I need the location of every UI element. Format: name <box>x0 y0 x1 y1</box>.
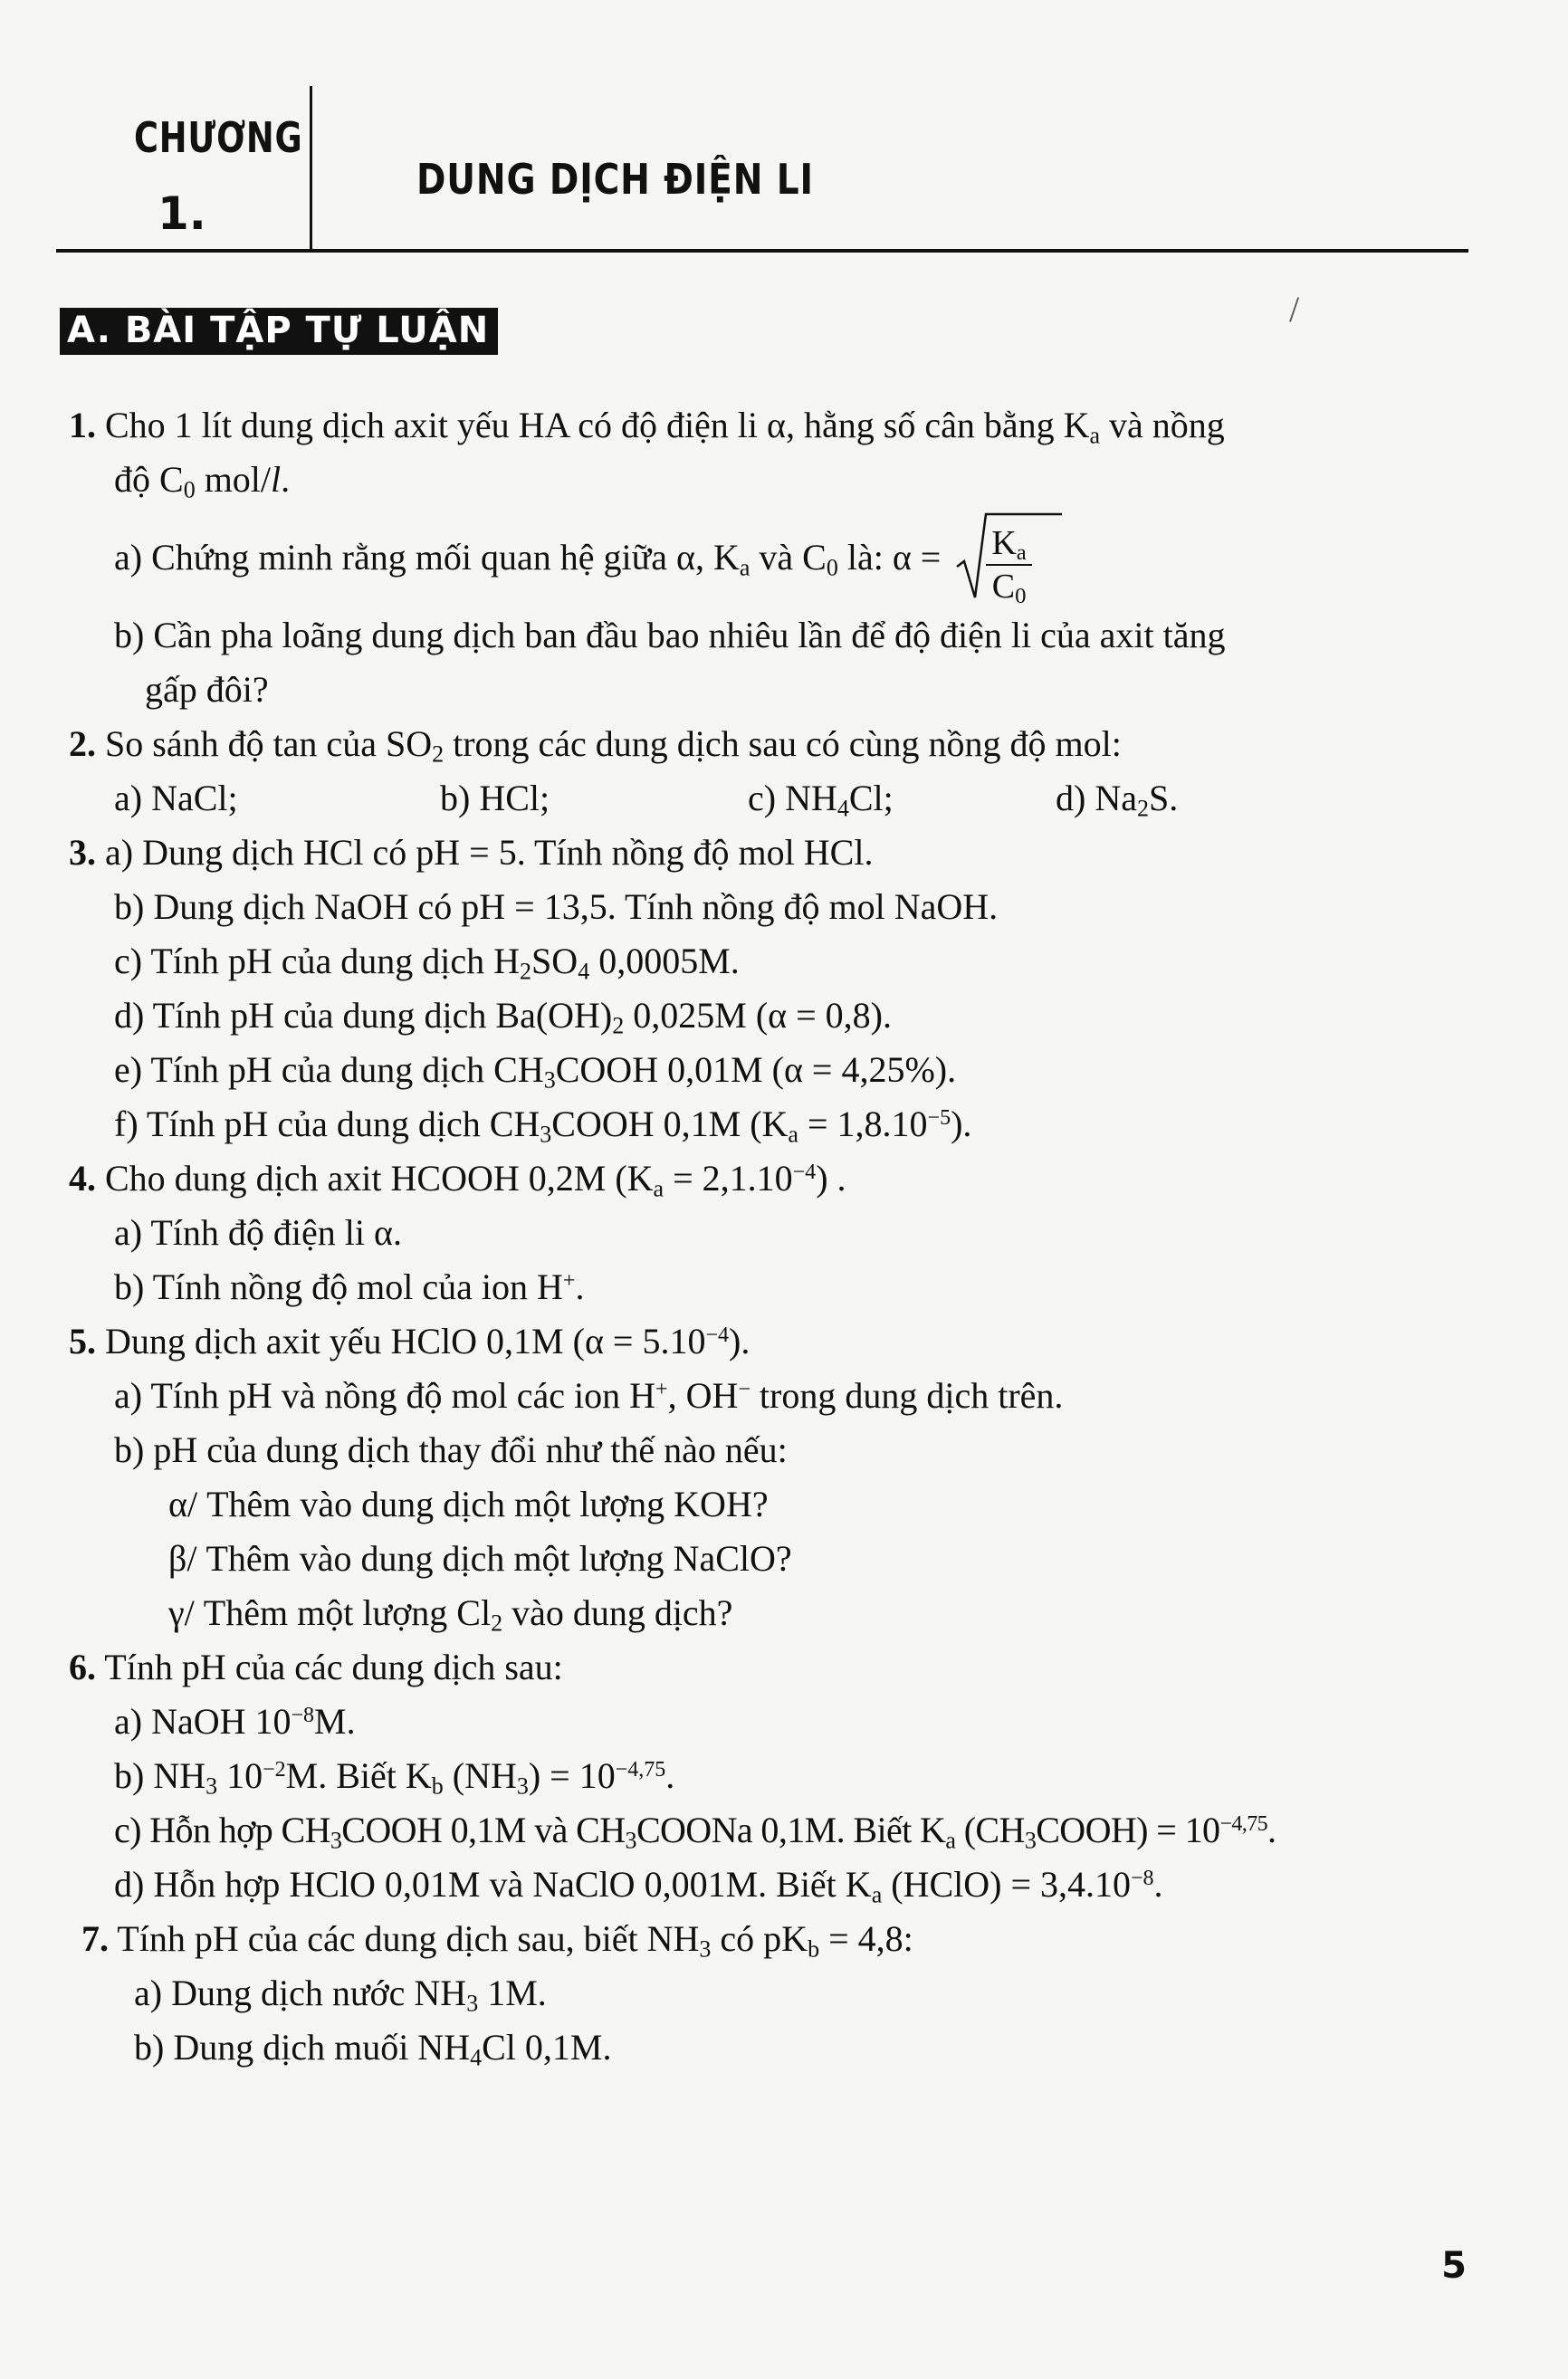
question-number: 7. <box>81 1918 109 1959</box>
header-rule <box>56 249 1468 253</box>
question-5b-gamma: γ/ Thêm một lượng $Cl_2$ vào dung dịch? <box>168 1592 733 1637</box>
question-3e: e) Tính pH của dung dịch $CH_3COOH$ 0,01M (α = 4,25%). <box>114 1049 957 1094</box>
question-5b-beta: β/ Thêm vào dung dịch một lượng NaClO? <box>168 1538 792 1579</box>
chapter-number: 1. <box>158 187 206 240</box>
question-number: 5. <box>69 1321 96 1361</box>
fraction-numerator: $K_a$ <box>986 522 1031 566</box>
option-d: d) $Na_2S$. <box>1056 778 1179 822</box>
exercise-list <box>69 398 1477 2075</box>
page-number: 5 <box>1441 2245 1467 2287</box>
question-number: 1. <box>69 405 96 445</box>
question-7: 7. Tính pH của các dung dịch sau, biết $NH_3$ có $pK_b = 4,8$: <box>81 1918 913 1963</box>
question-7a: a) Dung dịch nước $NH_3$ 1M. <box>134 1973 547 2017</box>
question-number: 2. <box>69 723 96 764</box>
header-divider-vertical <box>310 86 312 249</box>
section-title: A. BÀI TẬP TỰ LUẬN <box>60 308 498 355</box>
question-number: 3. <box>69 832 96 873</box>
question-6b: b) $NH_3$ $10^{-2}M$. Biết $K_b$ $(NH_3) = 10^{-4,75}$. <box>114 1755 675 1800</box>
question-number: 6. <box>69 1647 96 1687</box>
question-1b: b) Cần pha loãng dung dịch ban đầu bao nhiêu lần để độ điện li của axit tăng <box>114 615 1226 655</box>
question-3f: f) Tính pH của dung dịch $CH_3COOH$ 0,1M $(K_a = 1,8.10^{-5})$. <box>114 1104 972 1148</box>
radical-sign <box>955 511 1064 601</box>
question-5b-alpha: α/ Thêm vào dung dịch một lượng KOH? <box>168 1484 769 1524</box>
sqrt-formula <box>955 511 1031 612</box>
question-4b: b) Tính nồng độ mol của ion H+. <box>114 1266 585 1307</box>
question-5b: b) pH của dung dịch thay đổi như thế nào nếu: <box>114 1429 788 1470</box>
question-6a: a) NaOH $10^{-8}M$. <box>114 1701 356 1742</box>
chapter-word: CHƯƠNG <box>134 113 303 162</box>
question-1b-line2: gấp đôi? <box>145 669 269 710</box>
question-6d: d) Hỗn hợp HClO 0,01M và NaClO 0,001M. Biết $K_a$ (HClO) = $3,4.10^{-8}$. <box>114 1864 1163 1908</box>
fraction-denominator: $C_0$ <box>991 567 1027 608</box>
question-3c: c) Tính pH của dung dịch $H_2SO_4$ 0,0005M. <box>114 941 740 985</box>
question-3: 3. a) Dung dịch HCl có pH = 5. Tính nồng độ mol HCl. <box>69 832 874 873</box>
option-c: c) $NH_4Cl$; <box>748 778 894 822</box>
question-4a: a) Tính độ điện li α. <box>114 1212 402 1253</box>
question-2: 2. So sánh độ tan của $SO_2$ trong các dung dịch sau có cùng nồng độ mol: <box>69 723 1122 768</box>
question-2-options <box>69 771 1477 826</box>
chapter-header <box>56 86 1468 253</box>
option-b: b) HCl; <box>440 778 550 818</box>
pen-mark: / <box>1289 289 1300 330</box>
question-4: 4. Cho dung dịch axit HCOOH 0,2M $(K_a = 2,1.10^{-4})$ . <box>69 1158 846 1202</box>
question-5a: a) Tính pH và nồng độ mol các ion H+, OH− trong dung dịch trên. <box>114 1375 1064 1416</box>
chapter-label <box>76 86 311 249</box>
question-6: 6. Tính pH của các dung dịch sau: <box>69 1647 563 1687</box>
question-3b: b) Dung dịch NaOH có pH = 13,5. Tính nồng độ mol NaOH. <box>114 886 999 927</box>
question-5: 5. Dung dịch axit yếu HClO 0,1M $(\alpha = 5.10^{-4})$. <box>69 1321 751 1361</box>
question-7b: b) Dung dịch muối $NH_4Cl$ 0,1M. <box>134 2027 612 2071</box>
question-1: 1. Cho 1 lít dung dịch axit yếu HA có độ điện li α, hằng số cân bằng $K_a$ và nồng <box>69 405 1225 449</box>
question-3d: d) Tính pH của dung dịch $Ba(OH)_2$ 0,025M (α = 0,8). <box>114 995 892 1039</box>
option-a: a) NaCl; <box>114 778 238 818</box>
chapter-title: DUNG DỊCH ĐIỆN LI <box>416 155 814 204</box>
question-6c: c) Hỗn hợp $CH_3COOH$ 0,1M và $CH_3COONa$ 0,1M. Biết $K_a$ $(CH_3COOH) = 10^{-4,75}$. <box>114 1810 1276 1854</box>
question-number: 4. <box>69 1158 96 1199</box>
question-1-line2: độ $C_0$ mol/l. <box>114 459 291 503</box>
question-1a: a) Chứng minh rằng mối quan hệ giữa α, $K_a$ và $C_0$ là: α = $\frac{K_a}{C_0}$ <box>69 507 1477 608</box>
